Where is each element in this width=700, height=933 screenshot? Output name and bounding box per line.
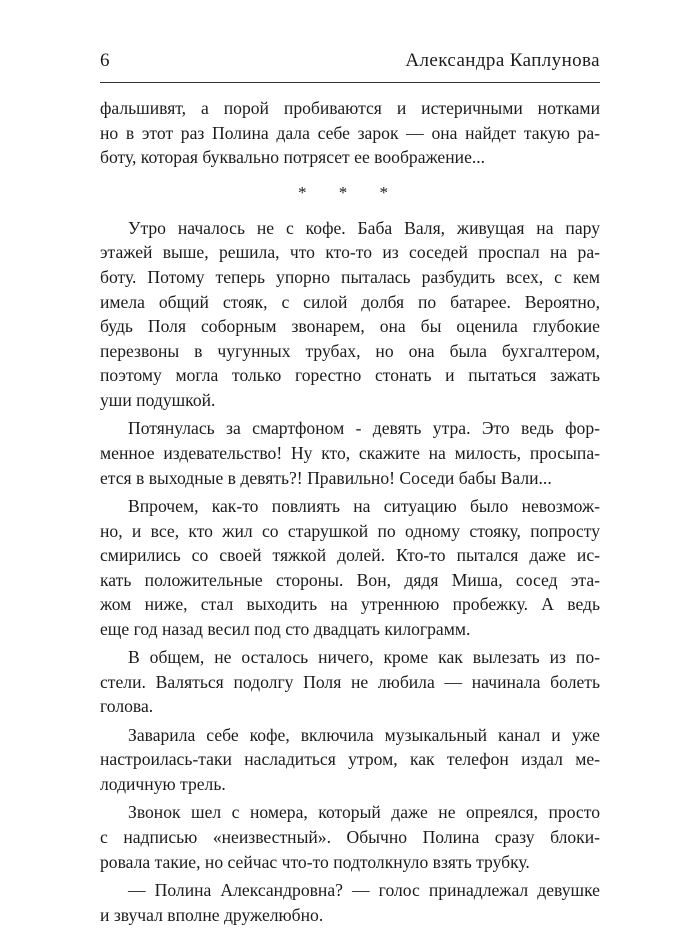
text-line: поэтому могла только горестно стонать и пытаться зажать (100, 365, 600, 386)
text-line: имела общий стояк, с силой долбя по батарее. Вероятно, (100, 291, 600, 312)
text-line: стели. Валяться подолгу Поля не любила — начинала болеть (100, 671, 600, 692)
text-line: Заварила себе кофе, включила музыкальный канал и уже (128, 724, 600, 745)
text-line: менное издевательство! Ну кто, скажите на милость, просыпа- (100, 442, 600, 463)
section-separator: * * * (298, 182, 402, 202)
text-line: но, и все, кто жил со старушкой по одному стояку, попросту (100, 520, 600, 541)
text-line: — Полина Александровна? — голос принадлежал девушке (128, 880, 600, 900)
text-line: но в этот раз Полина дала себе зарок — она найдет такую ра- (100, 122, 600, 143)
text-line: лодичную трель. (100, 774, 226, 795)
text-line: с надписью «неизвестный». Обычно Полина сразу блоки- (100, 827, 600, 848)
text-line: этажей выше, решила, что кто-то из соседей проспал на ра- (100, 242, 600, 263)
page-number: 6 (100, 50, 110, 71)
page-body-text (100, 96, 600, 927)
text-line: Потянулась за смартфоном - девять утра. Это ведь фор- (128, 418, 600, 439)
text-line: боту. Потому теперь упорно пыталась разбудить всех, с кем (100, 266, 600, 287)
text-line: перезвоны в чугунных трубах, но она была бухгалтером, (100, 340, 600, 361)
text-line: боту, которая буквально потрясет ее воображение... (100, 147, 486, 168)
text-line: будь Поля соборным звонарем, она бы оценила глубокие (100, 316, 600, 337)
text-line: настроилась-таки насладиться утром, как телефон издал ме- (100, 749, 600, 770)
text-line: еще год назад весил под сто двадцать килограмм. (100, 618, 471, 639)
text-line: ется в выходные в девять?! Правильно! Соседи бабы Вали... (100, 467, 552, 488)
page-header (100, 50, 600, 80)
text-line: и звучал вполне дружелюбно. (100, 904, 324, 925)
text-line: фальшивят, а порой пробиваются и истеричными нотками (100, 98, 600, 118)
text-line: уши подушкой. (100, 389, 216, 410)
text-line: Утро началось не с кофе. Баба Валя, живущая на пару (128, 217, 600, 238)
text-line: Впрочем, как-то повлиять на ситуацию было невозмож- (128, 495, 600, 516)
text-line: В общем, не осталось ничего, кроме как вылезать из по- (128, 647, 600, 668)
text-line: Звонок шел с номера, который даже не опреялся, просто (128, 802, 600, 823)
text-line: жом ниже, стал выходить на утреннюю пробежку. А ведь (100, 594, 600, 615)
text-line: ровала такие, но сейчас что-то подтолкнуло взять трубку. (100, 851, 530, 872)
text-line: смирились со своей тяжкой долей. Кто-то пытался даже ис- (100, 545, 600, 566)
text-line: кать положительные стороны. Вон, дядя Миша, сосед эта- (100, 569, 600, 590)
header-rule (100, 82, 600, 83)
text-line: голова. (100, 696, 154, 717)
author-running-title: Александра Каплунова (405, 50, 600, 71)
